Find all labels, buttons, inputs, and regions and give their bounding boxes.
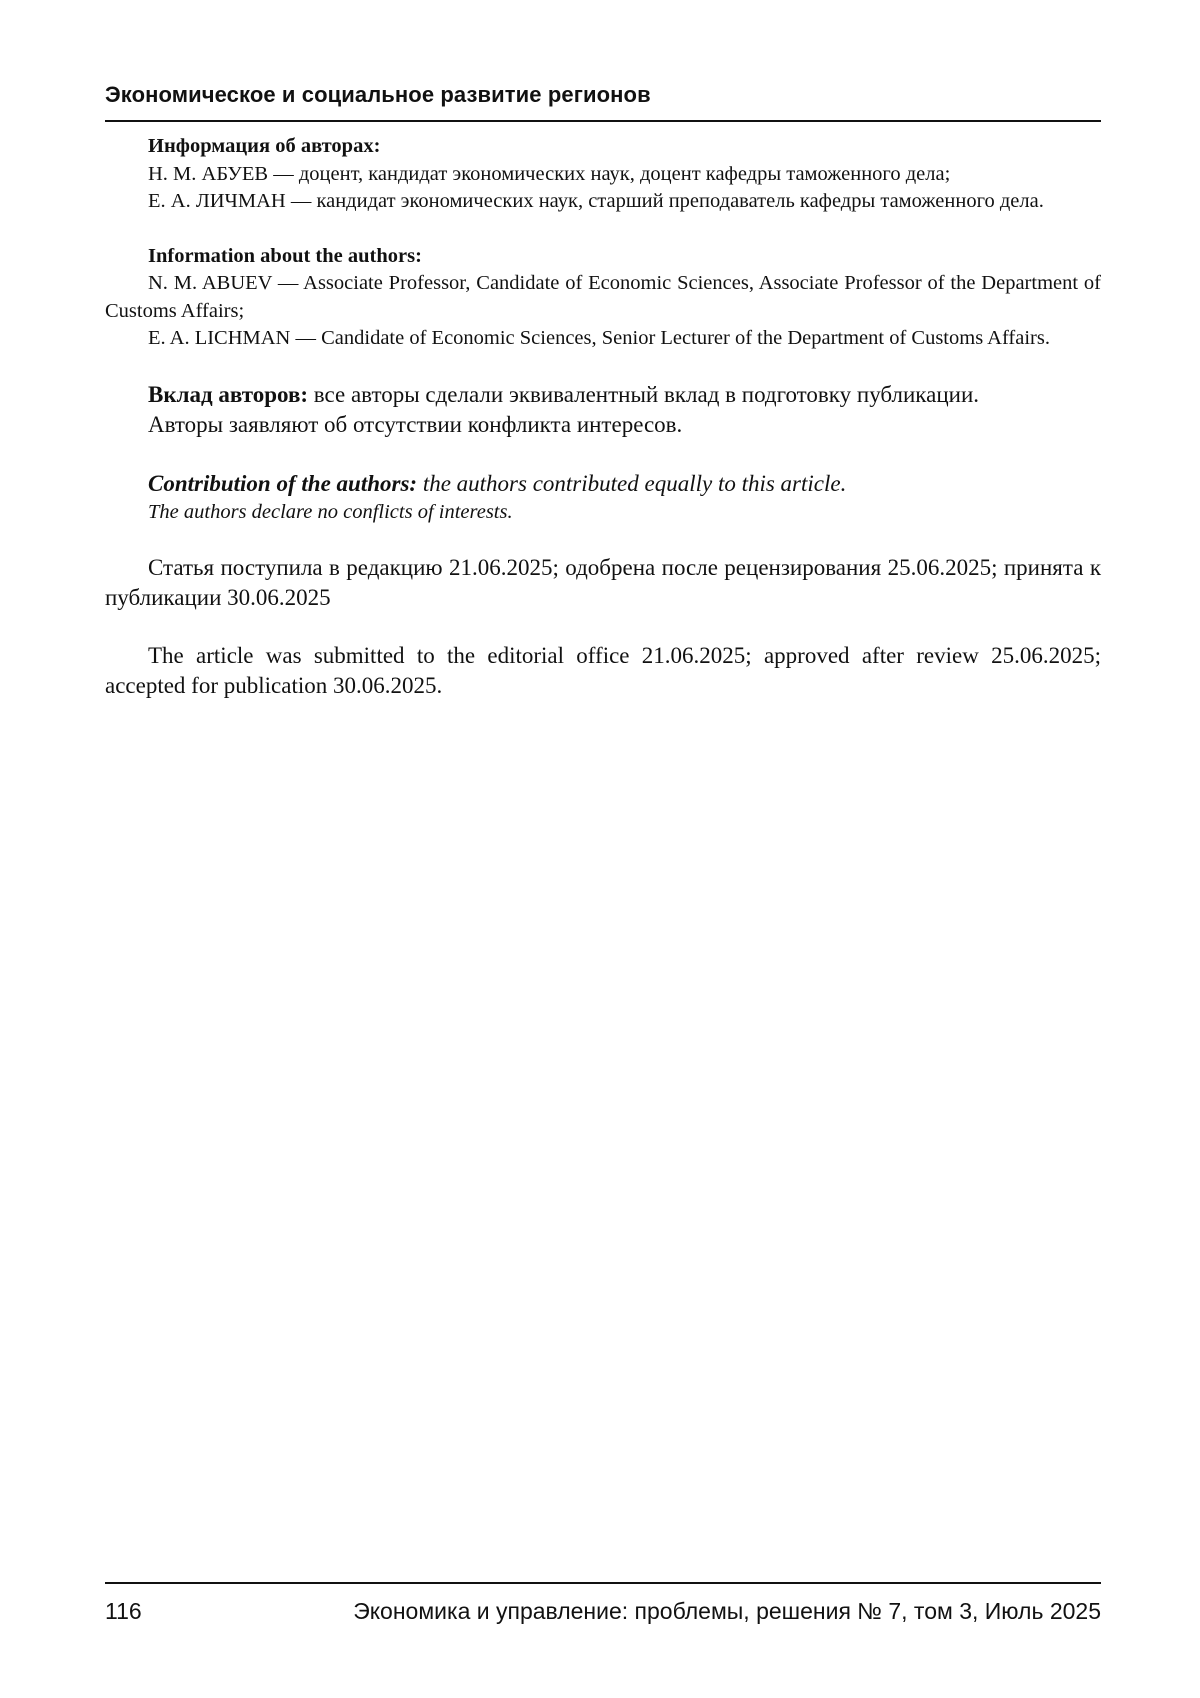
running-header-title: Экономическое и социальное развитие регионов <box>105 82 651 107</box>
contribution-en <box>105 469 1101 527</box>
author-lichman-en: E. A. LICHMAN — Candidate of Economic Sciences, Senior Lecturer of the Department of Customs Affairs. <box>148 327 1050 349</box>
footer-rule <box>105 1582 1101 1584</box>
authors-info-en-heading: Information about the authors: <box>148 244 422 267</box>
contribution-ru <box>105 380 1101 440</box>
dates-en-paragraph: The article was submitted to the editorial office 21.06.2025; approved after review 25.06.2025; accepted for publication 30.06.2025. <box>105 643 1101 698</box>
journal-issue-info: Экономика и управление: проблемы, решения № 7, том 3, Июль 2025 <box>353 1598 1101 1624</box>
conflicts-ru: Авторы заявляют об отсутствии конфликта интересов. <box>148 411 683 437</box>
author-lichman-ru: Е. А. ЛИЧМАН — кандидат экономических наук, старший преподаватель кафедры таможенного дела. <box>148 190 1044 212</box>
contribution-en-text: the authors contributed equally to this article. <box>417 470 847 496</box>
contribution-ru-label: Вклад авторов: <box>148 381 309 407</box>
author-abuev-ru: Н. М. АБУЕВ — доцент, кандидат экономических наук, доцент кафедры таможенного дела; <box>148 162 951 185</box>
authors-info-ru-heading: Информация об авторах: <box>148 135 381 157</box>
contribution-ru-text: все авторы сделали эквивалентный вклад в подготовку публикации. <box>308 381 980 407</box>
page-number: 116 <box>105 1598 142 1624</box>
authors-info-en <box>105 243 1101 353</box>
contribution-en-paragraph <box>105 469 1101 499</box>
authors-info-ru <box>105 133 1101 216</box>
dates-ru <box>105 553 1101 613</box>
author-abuev-en: N. M. ABUEV — Associate Professor, Candidate of Economic Sciences, Associate Professor of the Department of Customs Affairs; <box>105 272 1101 322</box>
dates-ru-paragraph: Статья поступила в редакцию 21.06.2025; одобрена после рецензирования 25.06.2025; принята к публикации 30.06.2025 <box>105 555 1101 610</box>
article-content <box>105 133 1101 701</box>
dates-en <box>105 641 1101 701</box>
header-rule <box>105 120 1101 122</box>
contribution-ru-paragraph <box>105 380 1101 410</box>
contribution-en-label: Contribution of the authors: <box>148 470 418 496</box>
conflicts-en: The authors declare no conflicts of interests. <box>148 500 513 523</box>
